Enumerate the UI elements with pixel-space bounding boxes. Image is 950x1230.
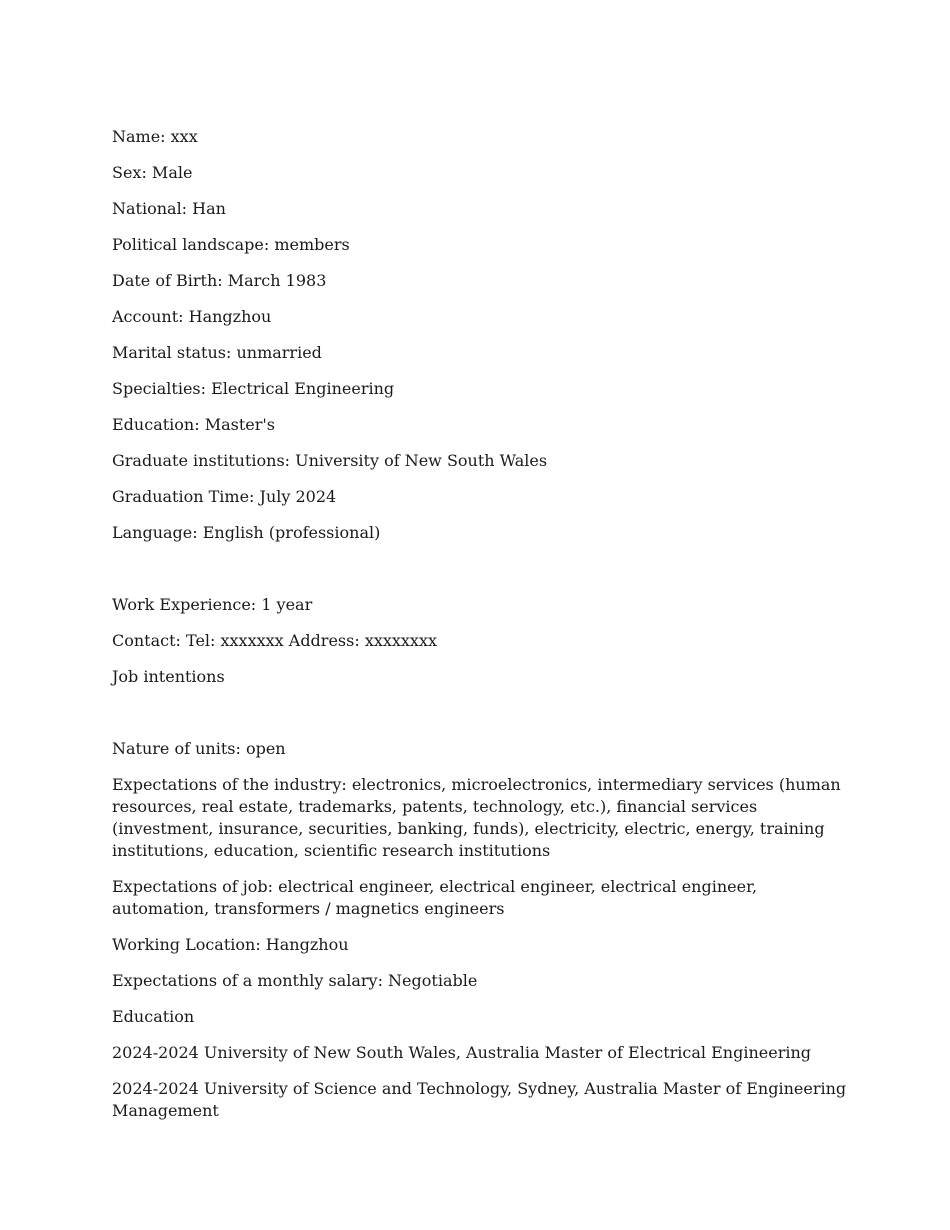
graduation-time-line: Graduation Time: July 2024	[112, 487, 337, 506]
language-line: Language: English (professional)	[112, 523, 381, 542]
date-of-birth-line: Date of Birth: March 1983	[112, 271, 327, 290]
sex-line: Sex: Male	[112, 163, 193, 182]
education-entry: 2024-2024 University of Science and Technology, Sydney, Australia Master of Engineering Management	[112, 1079, 847, 1120]
blank-line	[112, 702, 847, 724]
nature-of-units-line: Nature of units: open	[112, 739, 286, 758]
education-level-line: Education: Master's	[112, 415, 275, 434]
resume-content	[112, 126, 847, 1136]
job-intentions-heading: Job intentions	[112, 667, 225, 686]
education-heading: Education	[112, 1007, 195, 1026]
specialties-line: Specialties: Electrical Engineering	[112, 379, 395, 398]
account-line: Account: Hangzhou	[112, 307, 272, 326]
blank-line	[112, 558, 847, 580]
industry-expectations-paragraph: Expectations of the industry: electronics, microelectronics, intermediary services (human resources, real estate, trademarks, patents, technology, etc.), financial services (investment, insurance, securities, banking, funds), electricity, electric, energy, training institutions, education, scientific research institutions	[112, 775, 841, 860]
national-line: National: Han	[112, 199, 226, 218]
graduate-institution-line: Graduate institutions: University of New South Wales	[112, 451, 548, 470]
job-expectations-paragraph: Expectations of job: electrical engineer, electrical engineer, electrical engineer, automation, transformers / magnetics engineers	[112, 877, 758, 918]
name-line: Name: xxx	[112, 127, 198, 146]
contact-line: Contact: Tel: xxxxxxx Address: xxxxxxxx	[112, 631, 437, 650]
education-entry: 2024-2024 University of New South Wales, Australia Master of Electrical Engineering	[112, 1043, 812, 1062]
salary-expectation-line: Expectations of a monthly salary: Negotiable	[112, 971, 478, 990]
political-landscape-line: Political landscape: members	[112, 235, 350, 254]
marital-status-line: Marital status: unmarried	[112, 343, 322, 362]
working-location-line: Working Location: Hangzhou	[112, 935, 349, 954]
work-experience-line: Work Experience: 1 year	[112, 595, 313, 614]
